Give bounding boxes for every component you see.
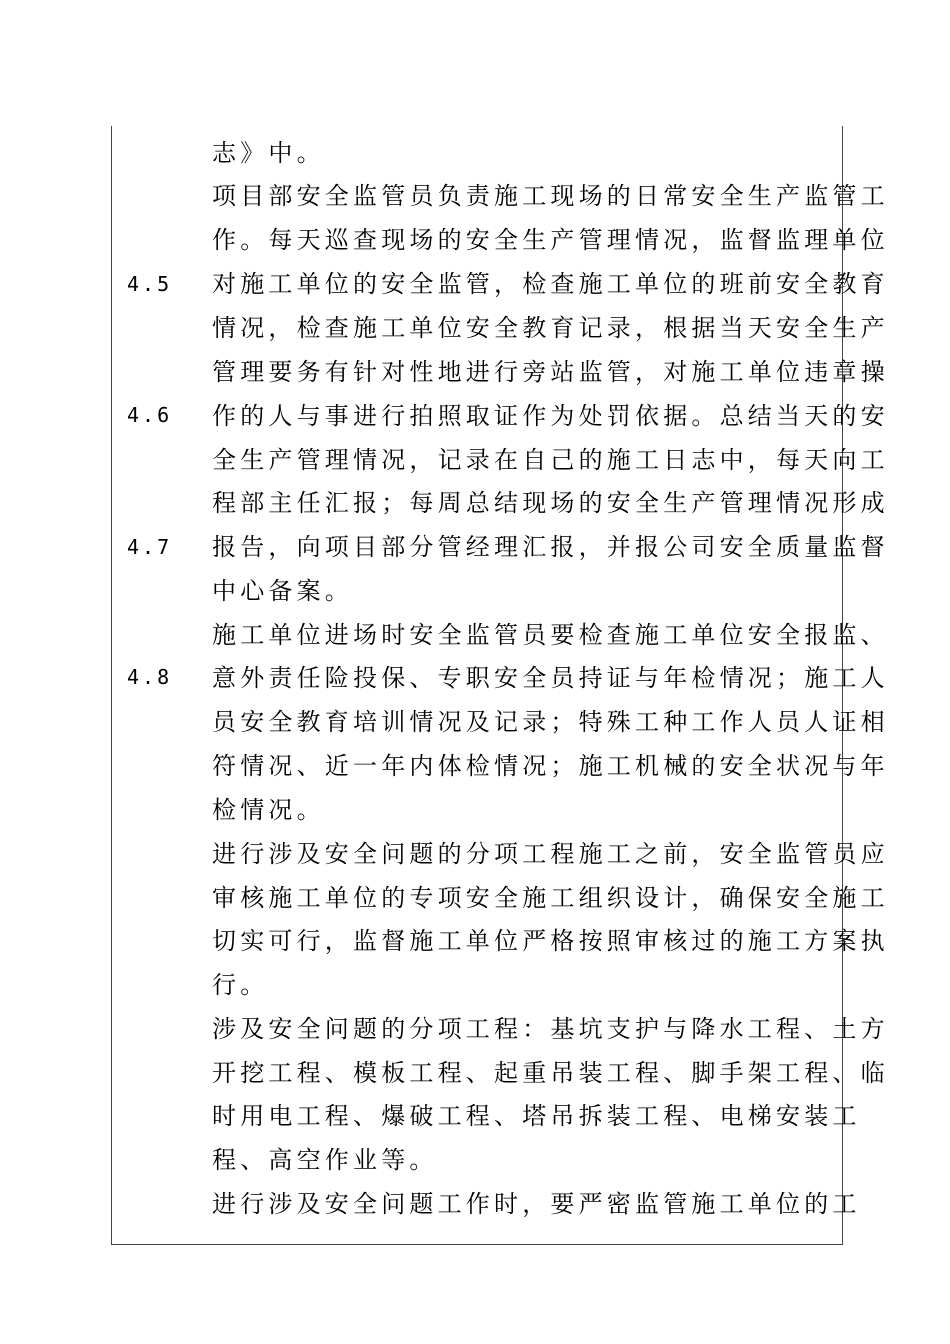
text-line: 中心备案。: [212, 577, 353, 605]
text-line: 施工单位进场时安全监管员要检查施工单位安全报监、: [212, 621, 889, 649]
text-line: 作。每天巡查现场的安全生产管理情况，监督监理单位: [212, 226, 889, 254]
text-line: 全生产管理情况，记录在自己的施工日志中，每天向工: [212, 446, 889, 474]
text-line: 志》中。: [212, 139, 325, 167]
text-line: 报告，向项目部分管经理汇报，并报公司安全质量监督: [212, 533, 889, 561]
text-line: 作的人与事进行拍照取证作为处罚依据。总结当天的安: [212, 402, 889, 430]
clause-number: 4.7: [127, 535, 173, 559]
text-line: 对施工单位的安全监管，检查施工单位的班前安全教育: [212, 270, 889, 298]
text-line: 进行涉及安全问题的分项工程施工之前，安全监管员应: [212, 840, 889, 868]
text-line: 切实可行，监督施工单位严格按照审核过的施工方案执: [212, 927, 889, 955]
text-line: 进行涉及安全问题工作时，要严密监管施工单位的工: [212, 1190, 861, 1218]
text-line: 员安全教育培训情况及记录；特殊工种工作人员人证相: [212, 708, 889, 736]
text-line: 符情况、近一年内体检情况；施工机械的安全状况与年: [212, 752, 889, 780]
text-line: 时用电工程、爆破工程、塔吊拆装工程、电梯安装工: [212, 1102, 861, 1130]
text-line: 程部主任汇报；每周总结现场的安全生产管理情况形成: [212, 489, 889, 517]
text-line: 意外责任险投保、专职安全员持证与年检情况；施工人: [212, 664, 889, 692]
text-line: 检情况。: [212, 796, 325, 824]
text-line: 涉及安全问题的分项工程：基坑支护与降水工程、土方: [212, 1015, 889, 1043]
text-line: 开挖工程、模板工程、起重吊装工程、脚手架工程、临: [212, 1059, 889, 1087]
text-line: 行。: [212, 971, 269, 999]
text-line: 程、高空作业等。: [212, 1146, 438, 1174]
text-line: 管理要务有针对性地进行旁站监管，对施工单位违章操: [212, 358, 889, 386]
text-line: 情况，检查施工单位安全教育记录，根据当天安全生产: [212, 314, 889, 342]
text-line: 项目部安全监管员负责施工现场的日常安全生产监管工: [212, 182, 889, 210]
clause-number: 4.6: [127, 403, 173, 427]
clause-number: 4.5: [127, 272, 173, 296]
text-line: 审核施工单位的专项安全施工组织设计，确保安全施工: [212, 884, 889, 912]
clause-number: 4.8: [127, 665, 173, 689]
